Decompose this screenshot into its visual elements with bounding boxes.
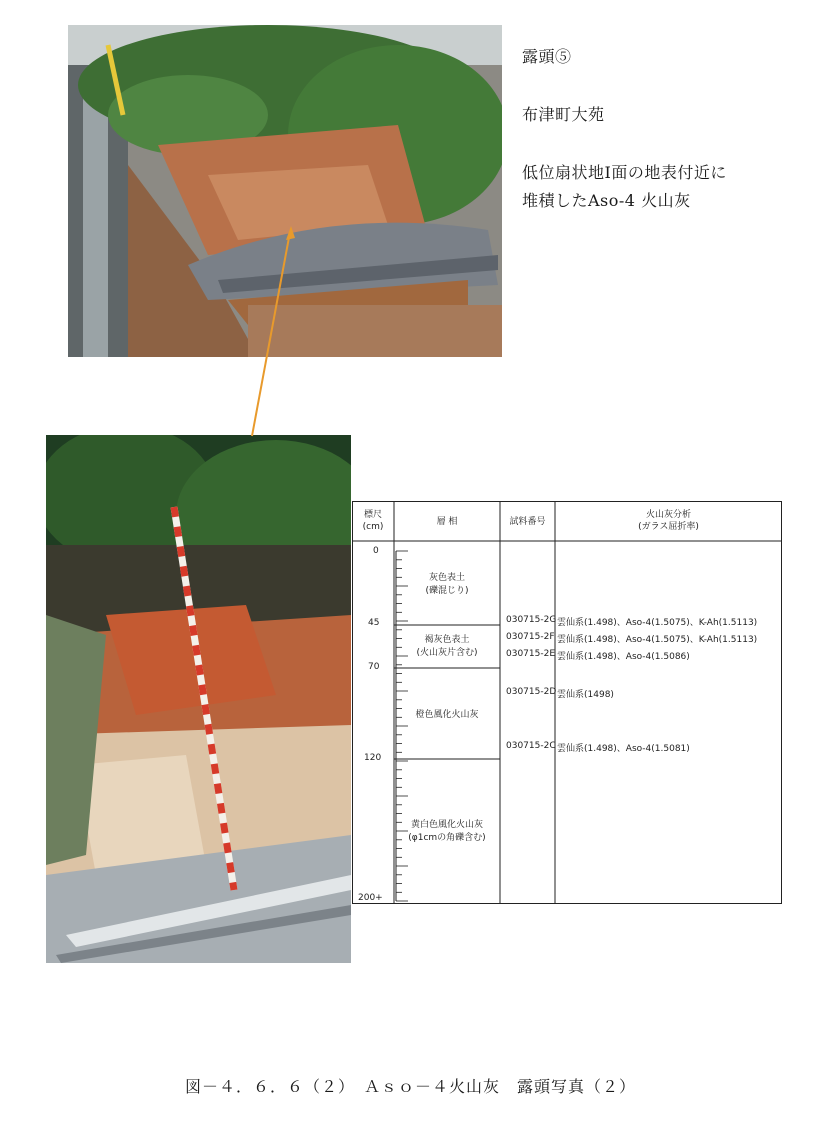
sample-result-2C: 雲仙系(1.498)、Aso-4(1.5081)	[557, 744, 690, 754]
outcrop-number: 露頭⑤	[522, 47, 572, 66]
layer-2-description	[394, 634, 500, 660]
sample-id-2D: 030715-2D	[506, 687, 557, 697]
layer-1-description	[394, 572, 500, 598]
layer-3-name: 橙色風化火山灰	[415, 710, 479, 720]
depth-label-70: 70	[368, 662, 380, 672]
ash-analysis-header-label: 火山灰分析	[645, 510, 691, 520]
sample-result-2E: 雲仙系(1.498)、Aso-4(1.5086)	[557, 652, 690, 662]
layer-4-note: (φ1cmの角礫含む)	[408, 833, 486, 843]
depth-label-0: 0	[373, 546, 379, 556]
layer-4-description	[394, 819, 500, 845]
outcrop-section-photo	[46, 435, 351, 963]
sample-id-2G: 030715-2G	[506, 615, 557, 625]
figure-caption: 図－４．６．６（２） Ａｓｏ－４火山灰 露頭写真（２）	[184, 1077, 636, 1096]
sample-result-2G: 雲仙系(1.498)、Aso-4(1.5075)、K-Ah(1.5113)	[557, 618, 758, 628]
sample-result-2D: 雲仙系(1498)	[557, 690, 614, 700]
facies-header: 層 相	[436, 517, 458, 527]
ash-analysis-header-unit: (ガラス屈折率)	[638, 522, 699, 532]
depth-label-200: 200+	[358, 893, 383, 903]
depth-label-45: 45	[368, 618, 380, 628]
scale-header-unit: (cm)	[362, 522, 384, 532]
ash-analysis-header	[555, 509, 782, 533]
location-name: 布津町大苑	[522, 105, 605, 124]
layer-2-name: 褐灰色表土	[424, 635, 470, 645]
stratigraphic-log-table	[352, 501, 782, 904]
layer-4-name: 黄白色風化火山灰	[410, 820, 483, 830]
sample-id-2F: 030715-2F	[506, 632, 555, 642]
layer-1-note: (礫混じり)	[425, 586, 469, 596]
scale-header	[352, 509, 394, 533]
layer-1-name: 灰色表土	[428, 573, 465, 583]
outcrop-overview-photo	[68, 25, 502, 357]
sample-result-2F: 雲仙系(1.498)、Aso-4(1.5075)、K-Ah(1.5113)	[557, 635, 758, 645]
sample-number-header: 試料番号	[509, 517, 546, 527]
sample-id-2C: 030715-2C	[506, 741, 556, 751]
depth-label-120: 120	[364, 753, 382, 763]
layer-3-description	[394, 709, 500, 722]
description-line-2: 堆積したAso-4 火山灰	[522, 191, 691, 210]
scale-header-label: 標尺	[363, 510, 382, 520]
sample-id-2E: 030715-2E	[506, 649, 556, 659]
description-line-1: 低位扇状地Ⅰ面の地表付近に	[522, 163, 727, 182]
layer-2-note: (火山灰片含む)	[416, 648, 478, 658]
